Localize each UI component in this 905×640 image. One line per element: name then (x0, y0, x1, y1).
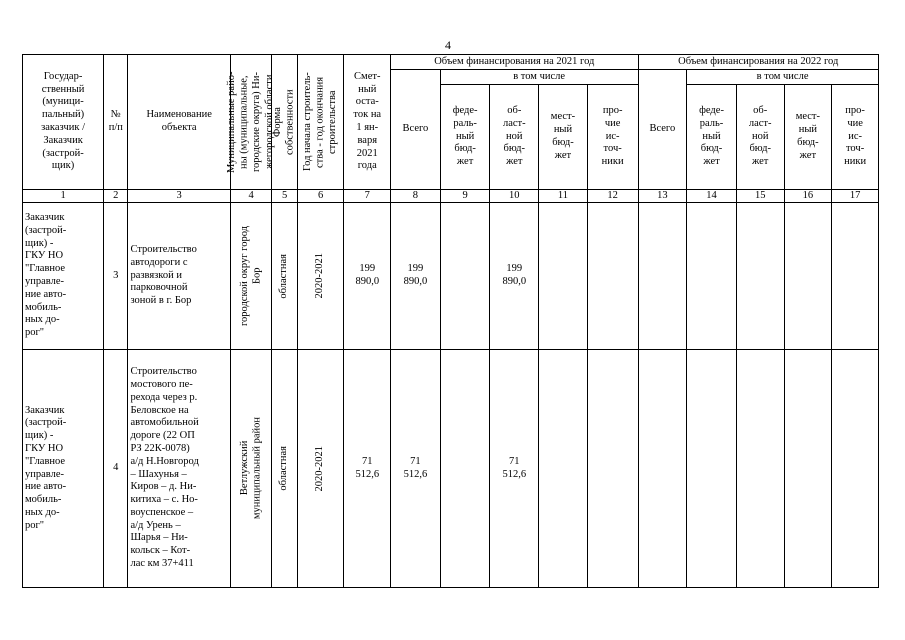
column-number: 5 (272, 190, 297, 203)
financing-table (22, 54, 879, 588)
header-years (297, 55, 344, 190)
header-other-2022: про- чие ис- точ- ники (832, 85, 879, 190)
row-local-2022 (784, 203, 832, 350)
column-number: 12 (587, 190, 638, 203)
column-number: 4 (230, 190, 272, 203)
row-ownership (272, 203, 297, 350)
header-object-name: Наименование объекта (128, 55, 230, 190)
row-regional-2022 (736, 350, 784, 588)
header-federal-2022: феде- раль- ный бюд- жет (687, 85, 737, 190)
header-years-text: Год начала строитель- ства - год окончания строительства (301, 72, 338, 172)
row-municipal (230, 350, 272, 588)
row-regional-2021: 71 512,6 (490, 350, 539, 588)
row-federal-2022 (687, 350, 737, 588)
column-number-row (23, 190, 879, 203)
column-number: 8 (391, 190, 441, 203)
header-federal-2021: феде- раль- ный бюд- жет (440, 85, 490, 190)
row-customer: Заказчик (застрой- щик) - ГКУ НО "Главное управле- ние авто- мобиль- ных до- рог" (23, 350, 104, 588)
column-number: 2 (104, 190, 128, 203)
page-number: 4 (445, 38, 451, 52)
row-municipal-text: Ветлужский муниципальный район (238, 417, 263, 520)
header-other-2021: про- чие ис- точ- ники (587, 85, 638, 190)
row-total-2022 (638, 203, 687, 350)
row-number: 3 (104, 203, 128, 350)
column-number: 1 (23, 190, 104, 203)
header-incl-2021: в том числе (440, 70, 638, 85)
row-regional-2022 (736, 203, 784, 350)
row-ownership (272, 350, 297, 588)
row-other-2022 (832, 203, 879, 350)
header-fin-2022: Объем финансирования на 2022 год (638, 55, 878, 70)
table-row (23, 203, 879, 350)
column-number: 14 (687, 190, 737, 203)
column-number: 9 (440, 190, 490, 203)
header-number: № п/п (104, 55, 128, 190)
column-number: 6 (297, 190, 344, 203)
row-local-2022 (784, 350, 832, 588)
row-years-text: 2020-2021 (314, 253, 326, 299)
row-estimate: 71 512,6 (344, 350, 391, 588)
row-federal-2022 (687, 203, 737, 350)
row-local-2021 (539, 203, 588, 350)
row-object-name: Строительство автодороги с развязкой и парковочной зоной в г. Бор (128, 203, 230, 350)
row-estimate: 199 890,0 (344, 203, 391, 350)
row-municipal (230, 203, 272, 350)
row-federal-2021 (440, 350, 490, 588)
row-customer: Заказчик (застрой- щик) - ГКУ НО "Главное управле- ние авто- мобиль- ных до- рог" (23, 203, 104, 350)
column-number: 11 (539, 190, 588, 203)
column-number: 15 (736, 190, 784, 203)
row-years (297, 203, 344, 350)
row-total-2021: 199 890,0 (391, 203, 441, 350)
row-regional-2021: 199 890,0 (490, 203, 539, 350)
row-municipal-text: городской округ город Бор (238, 225, 263, 327)
header-incl-2022: в том числе (687, 70, 879, 85)
column-number: 3 (128, 190, 230, 203)
header-customer: Государ- ственный (муници- пальный) заказчик / Заказчик (застрой- щик) (23, 55, 104, 190)
row-ownership-text: областная (278, 253, 290, 299)
row-total-2022 (638, 350, 687, 588)
header-municipal-text: Муниципальные райо- ны (муниципальные, городские округа) Ни- жегородской области (225, 71, 275, 173)
column-number: 16 (784, 190, 832, 203)
row-local-2021 (539, 350, 588, 588)
header-fin-2021: Объем финансирования на 2021 год (391, 55, 638, 70)
row-other-2021 (587, 203, 638, 350)
table-row (23, 350, 879, 588)
header-regional-2021: об- ласт- ной бюд- жет (490, 85, 539, 190)
row-ownership-text: областная (278, 446, 290, 491)
header-regional-2022: об- ласт- ной бюд- жет (736, 85, 784, 190)
row-object-name: Строительство мостового пе- рехода через р. Беловское на автомобильной дороге (22 ОП РЗ 22К-0078) а/д Н.Новгород – Шахунья – Киров – д. Ни- китиха – с. Но- воуспенское – а/д Урень – Шарья – Ни- кольск – Кот- лас км 37+411 (128, 350, 230, 588)
column-number: 13 (638, 190, 687, 203)
row-years (297, 350, 344, 588)
row-number: 4 (104, 350, 128, 588)
header-local-2021: мест- ный бюд- жет (539, 85, 588, 190)
header-ownership-text: Форма собственности (272, 89, 296, 155)
column-number: 7 (344, 190, 391, 203)
row-federal-2021 (440, 203, 490, 350)
header-row-1 (23, 55, 879, 70)
column-number: 10 (490, 190, 539, 203)
header-total-2021: Всего (391, 70, 441, 190)
header-total-2022: Всего (638, 70, 687, 190)
header-local-2022: мест- ный бюд- жет (784, 85, 832, 190)
row-other-2022 (832, 350, 879, 588)
row-total-2021: 71 512,6 (391, 350, 441, 588)
row-years-text: 2020-2021 (314, 445, 326, 492)
row-other-2021 (587, 350, 638, 588)
column-number: 17 (832, 190, 879, 203)
header-municipal (225, 55, 275, 190)
header-estimate: Смет- ный оста- ток на 1 ян- варя 2021 года (344, 55, 391, 190)
header-ownership (272, 55, 297, 190)
